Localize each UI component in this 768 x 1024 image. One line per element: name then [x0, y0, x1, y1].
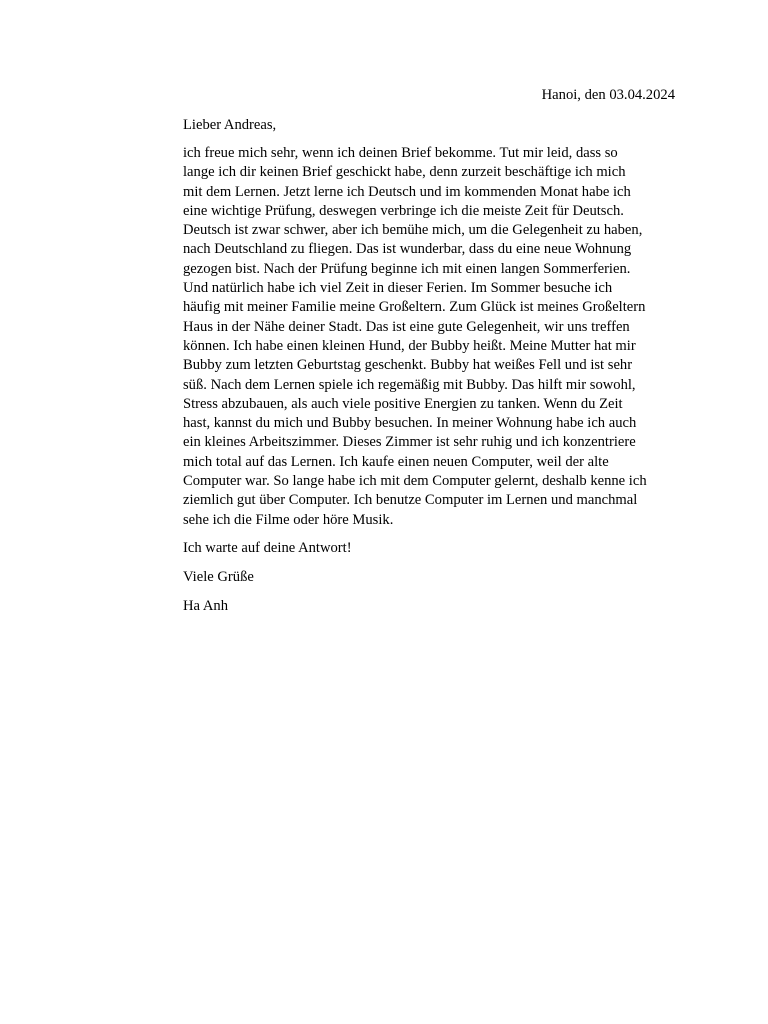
body-line: nach Deutschland zu fliegen. Das ist wunderbar, dass du eine neue Wohnung: [183, 241, 632, 258]
salutation: Lieber Andreas,: [183, 117, 277, 133]
body-line: eine wichtige Prüfung, deswegen verbringe ich die meiste Zeit für Deutsch.: [183, 202, 624, 219]
body-line: Deutsch ist zwar schwer, aber ich bemühe mich, um die Gelegenheit zu haben,: [183, 222, 643, 239]
date-line: Hanoi, den 03.04.2024: [541, 87, 675, 103]
body-line: Computer war. So lange habe ich mit dem Computer gelernt, deshalb kenne ich: [183, 473, 647, 490]
closing-greeting: Viele Grüße: [183, 569, 254, 585]
body-line: ziemlich gut über Computer. Ich benutze Computer im Lernen und manchmal: [183, 492, 638, 509]
body-line: Bubby zum letzten Geburtstag geschenkt. Bubby hat weißes Fell und ist sehr: [183, 357, 633, 374]
closing-request: Ich warte auf deine Antwort!: [183, 540, 352, 556]
body-line: hast, kannst du mich und Bubby besuchen. In meiner Wohnung habe ich auch: [183, 415, 637, 432]
body-line: mich total auf das Lernen. Ich kaufe einen neuen Computer, weil der alte: [183, 453, 609, 470]
body-line: sehe ich die Filme oder höre Musik.: [183, 511, 394, 528]
signature-name: Ha Anh: [183, 598, 228, 614]
body-line: mit dem Lernen. Jetzt lerne ich Deutsch und im kommenden Monat habe ich: [183, 183, 631, 200]
body-line: süß. Nach dem Lernen spiele ich regemäßig mit Bubby. Das hilft mir sowohl,: [183, 376, 636, 393]
body-line: können. Ich habe einen kleinen Hund, der Bubby heißt. Meine Mutter hat mir: [183, 337, 636, 354]
body-line: Stress abzubauen, als auch viele positive Energien zu tanken. Wenn du Zeit: [183, 395, 623, 412]
letter-body: [183, 144, 679, 530]
body-line: Und natürlich habe ich viel Zeit in dieser Ferien. Im Sommer besuche ich: [183, 280, 613, 297]
body-line: Haus in der Nähe deiner Stadt. Das ist eine gute Gelegenheit, wir uns treffen: [183, 318, 630, 335]
body-line: lange ich dir keinen Brief geschickt habe, denn zurzeit beschäftige ich mich: [183, 164, 626, 181]
body-line: ein kleines Arbeitszimmer. Dieses Zimmer ist sehr ruhig und ich konzentriere: [183, 434, 636, 451]
body-line: gezogen bist. Nach der Prüfung beginne ich mit einen langen Sommerferien.: [183, 260, 631, 277]
body-line: ich freue mich sehr, wenn ich deinen Brief bekomme. Tut mir leid, dass so: [183, 145, 618, 161]
body-line: häufig mit meiner Familie meine Großeltern. Zum Glück ist meines Großeltern: [183, 299, 646, 316]
